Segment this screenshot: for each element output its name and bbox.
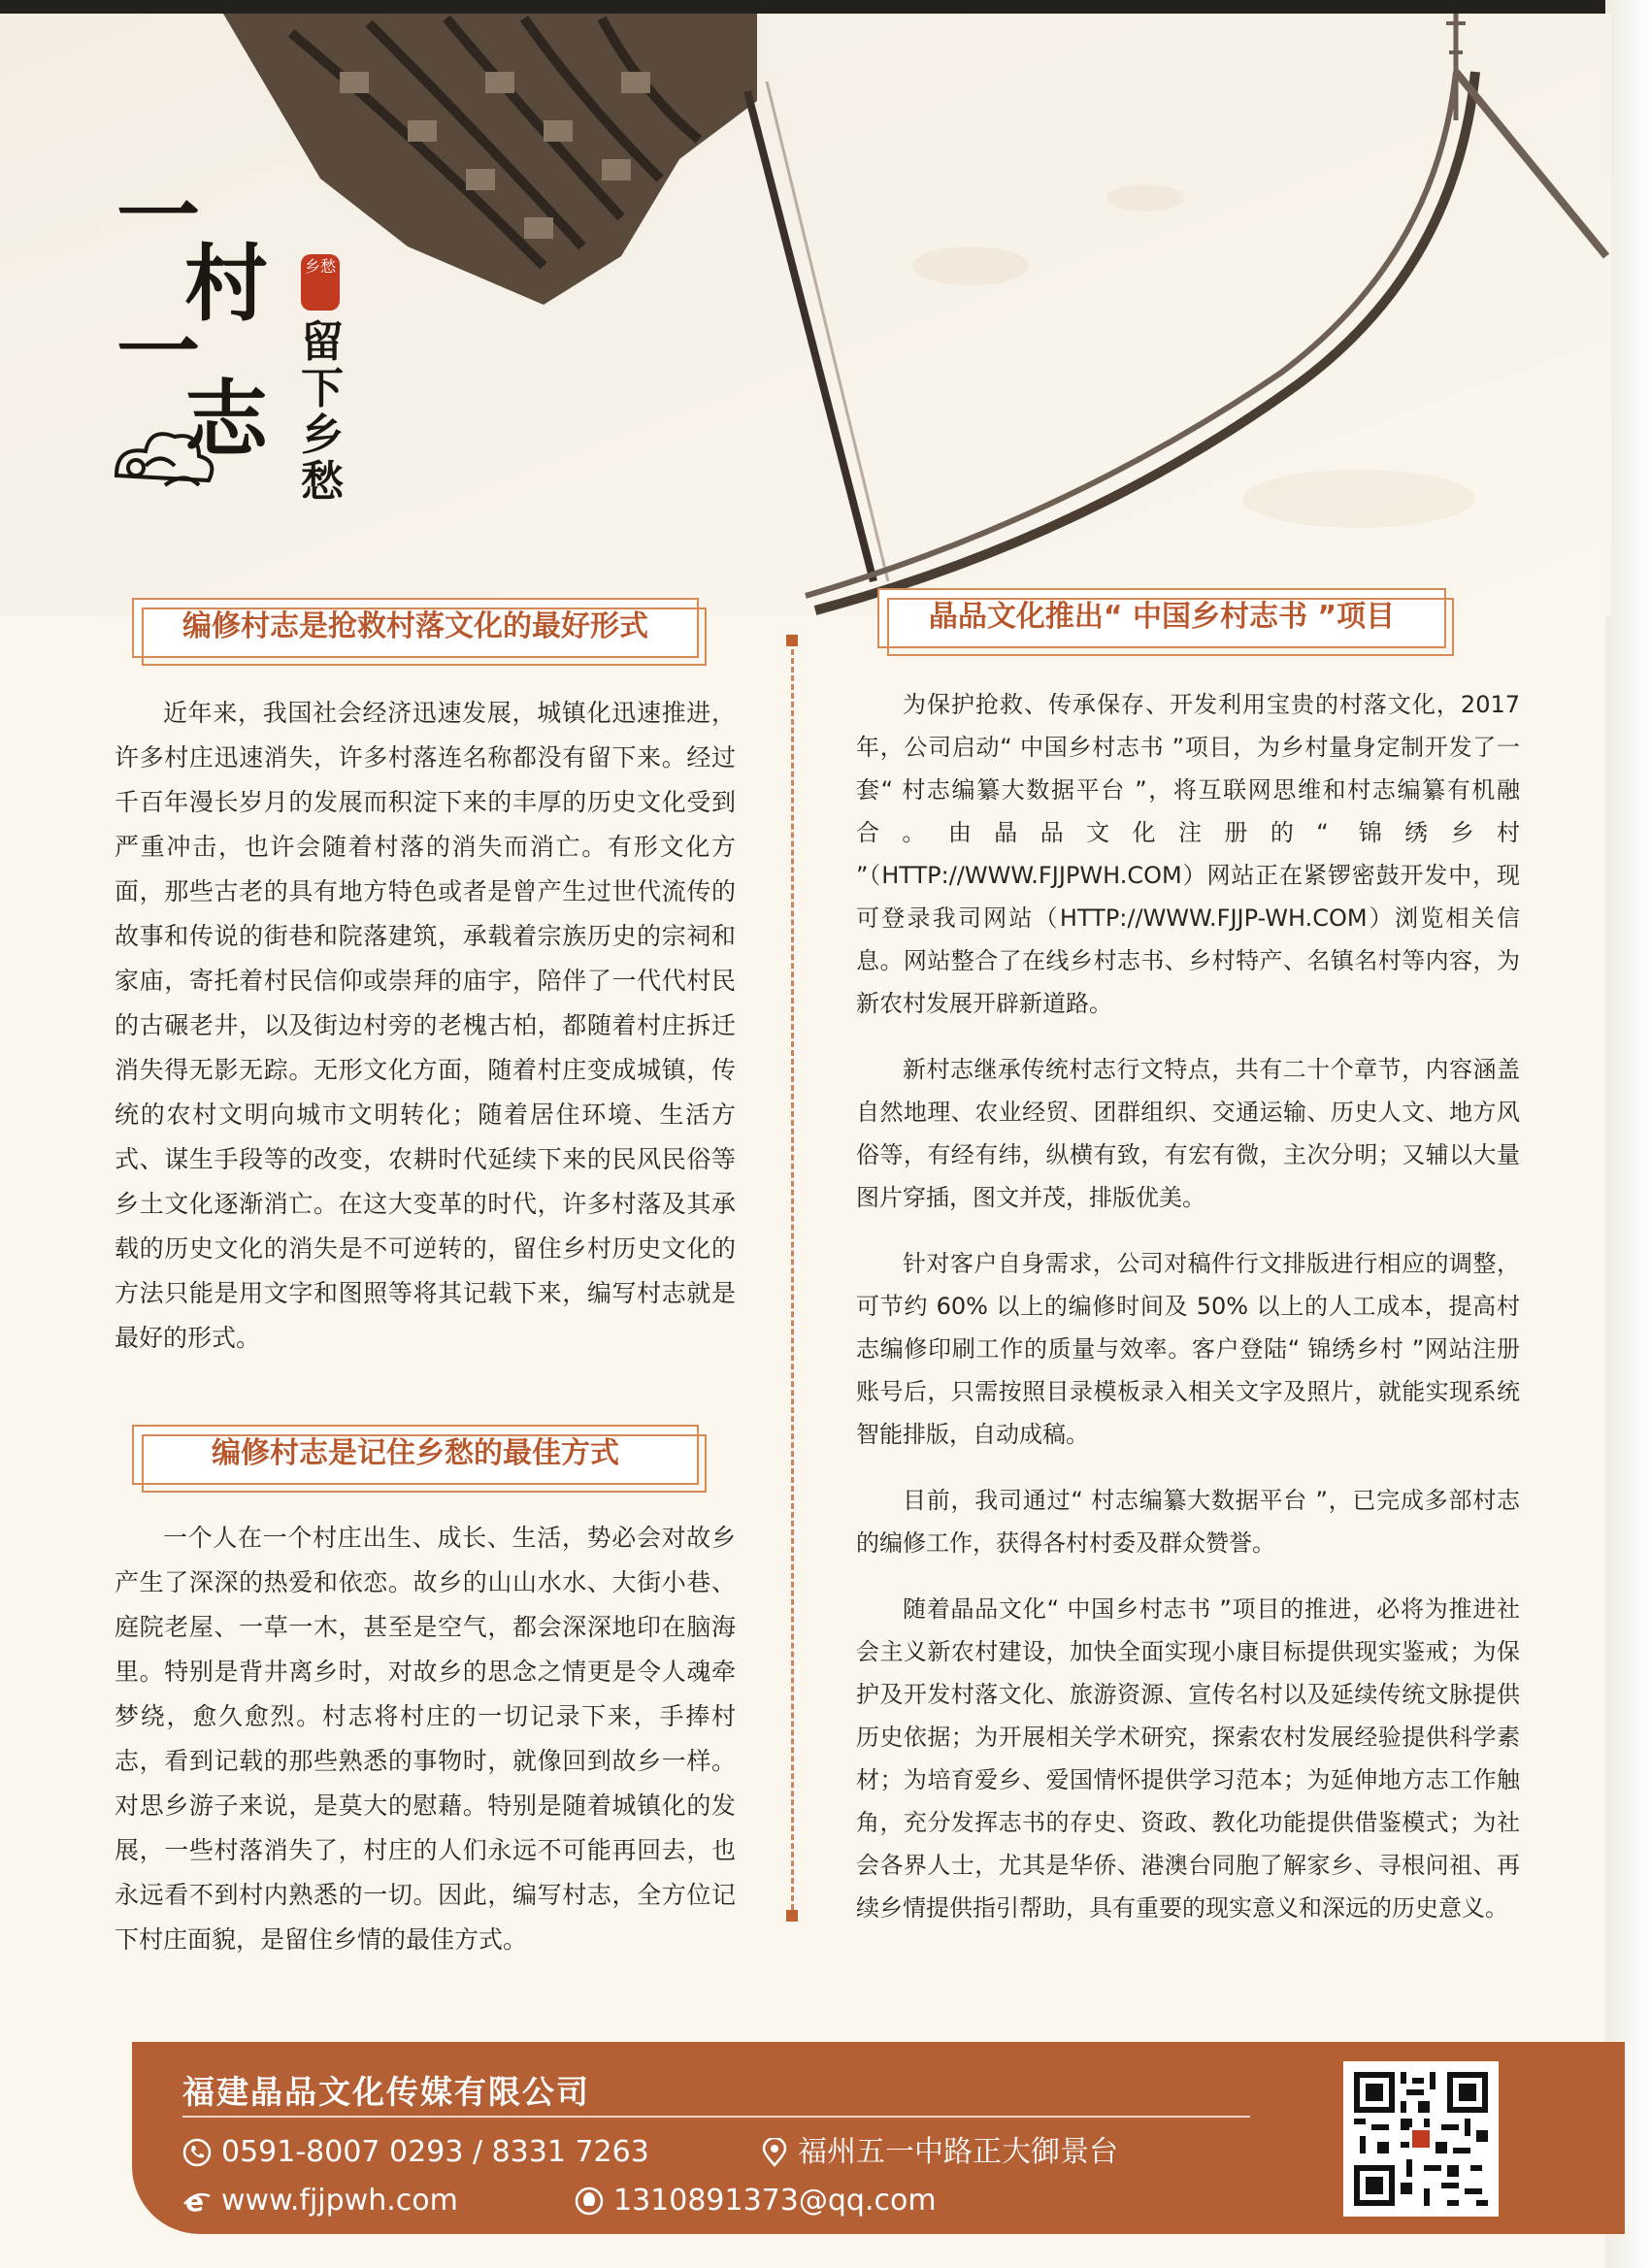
title-char-3: 一 [116,303,200,401]
section-body-1 [115,691,736,1361]
cloud-ornament-icon [107,408,223,505]
phone-item [182,2135,649,2170]
divider-dot-bottom [786,1910,798,1922]
section-title-1: 编修村志是抢救村落文化的最好形式 [132,598,699,658]
address-item [761,2135,1118,2170]
subtitle-char-1: 留 [301,317,344,367]
section-1-paragraph: 近年来，我国社会经济迅速发展，城镇化迅速推进，许多村庄迅速消失，许多村落连名称都没有留下来。经过千百年漫长岁月的发展而积淀下来的丰厚的历史文化受到严重冲击，也许会随着村落的消失而消亡。有形文化方面，那些古老的具有地方特色或者是曾产生过世代流传的故事和传说的街巷和院落建筑，承载着宗族历史的宗祠和家庙，寄托着村民信仰或崇拜的庙宇，陪伴了一代代村民的古碾老井，以及街边村旁的老槐古柏，都随着村庄拆迁消失得无影无踪。无形文化方面，随着村庄变成城镇，传统的农村文明向城市文明转化；随着居住环境、生活方式、谋生手段等的改变，农耕时代延续下来的民风民俗等乡土文化逐渐消亡。在这大变革的时代，许多村落及其承载的历史文化的消失是不可逆转的，留住乡村历史文化的方法只能是用文字和图照等将其记载下来，编写村志就是最好的形式。 [115,699,736,1352]
section-title-3: 晶品文化推出“ 中国乡村志书 ”项目 [877,588,1446,648]
qq-icon [575,2186,604,2216]
section-3-paragraph-1: 为保护抢救、传承保存、开发利用宝贵的村落文化，2017 年，公司启动“ 中国乡村志书 ”项目，为乡村量身定制开发了一套“ 村志编纂大数据平台 ”，将互联网思维和村志编纂有机融合。由晶品文化注册的“ 锦绣乡村 ”（HTTP://WWW.FJJPWH.COM）网站正在紧锣密鼓开发中，现可登录我司网站（HTTP://WWW.FJJP-WH.COM）浏览相关信息。网站整合了在线乡村志书、乡村特产、名镇名村等内容，为新农村发展开辟新道路。 [856,691,1520,1017]
subtitle-char-3: 乡 [301,411,344,460]
email-address[interactable]: 1310891373@qq.com [613,2184,937,2218]
page-edge-shadow [1605,0,1650,2268]
subtitle-char-4: 愁 [301,457,344,507]
email-item [575,2184,937,2219]
section-body-3 [856,683,1520,1929]
section-2-paragraph: 一个人在一个村庄出生、成长、生活，势必会对故乡产生了深深的热爱和依恋。故乡的山山水水、大街小巷、庭院老屋、一草一木，甚至是空气，都会深深地印在脑海里。特别是背井离乡时，对故乡的思念之情更是令人魂牵梦绕，愈久愈烈。村志将村庄的一切记录下来，手捧村志，看到记载的那些熟悉的事物时，就像回到故乡一样。对思乡游子来说，是莫大的慰藉。特别是随着城镇化的发展，一些村落消失了，村庄的人们永远不可能再回去，也永远看不到村内熟悉的一切。因此，编写村志，全方位记下村庄面貌，是留住乡情的最佳方式。 [115,1524,736,1954]
phone-icon [182,2138,212,2167]
contact-footer [132,2042,1625,2234]
location-pin-icon [761,2138,788,2167]
qr-code[interactable] [1343,2061,1499,2217]
title-char-2: 村 [184,235,268,333]
browser-e-icon [182,2186,212,2216]
section-title-2: 编修村志是记住乡愁的最佳方式 [132,1425,699,1485]
title-char-1: 一 [116,167,200,265]
svg-text:e: e [185,2186,204,2216]
scan-edge [0,0,1650,14]
section-3-paragraph-5: 随着晶品文化“ 中国乡村志书 ”项目的推进，必将为推进社会主义新农村建设，加快全面实现小康目标提供现实鉴戒；为保护及开发村落文化、旅游资源、宣传名村以及延续传统文脉提供历史依据；为开展相关学术研究，探索农村发展经验提供科学素材；为培育爱乡、爱国情怀提供学习范本；为延伸地方志工作触角，充分发挥志书的存史、资政、教化功能提供借鉴模式；为社会各界人士，尤其是华侨、港澳台同胞了解家乡、寻根问祖、再续乡情提供指引帮助，具有重要的现实意义和深远的历史意义。 [856,1595,1520,1922]
hero-title [116,167,369,582]
title-char-4: 志 [184,371,268,469]
section-body-2 [115,1516,736,1962]
address-text: 福州五一中路正大御景台 [798,2135,1118,2169]
website-item [182,2184,458,2219]
subtitle-char-2: 下 [301,364,344,413]
section-3-paragraph-3: 针对客户自身需求，公司对稿件行文排版进行相应的调整，可节约 60% 以上的编修时间及 50% 以上的人工成本，提高村志编修印刷工作的质量与效率。客户登陆“ 锦绣乡村 ”网站注册账号后，只需按照目录模板录入相关文字及照片，就能实现系统智能排版，自动成稿。 [856,1250,1520,1448]
column-divider [791,641,794,1910]
phone-number[interactable]: 0591-8007 0293 / 8331 7263 [221,2135,649,2169]
section-3-paragraph-2: 新村志继承传统村志行文特点，共有二十个章节，内容涵盖自然地理、农业经贸、团群组织、交通运输、历史人文、地方风俗等，有经有纬，纵横有致，有宏有微，主次分明；又辅以大量图片穿插，图文并茂，排版优美。 [856,1056,1520,1211]
footer-divider [182,2116,1250,2118]
website-link[interactable]: www.fjjpwh.com [221,2184,458,2218]
divider-dot-top [786,635,798,646]
red-seal-stamp: 乡愁 [301,254,340,311]
section-3-paragraph-4: 目前，我司通过“ 村志编纂大数据平台 ”，已完成多部村志的编修工作，获得各村村委及群众赞誉。 [856,1487,1520,1557]
company-name: 福建晶品文化传媒有限公司 [182,2073,590,2111]
